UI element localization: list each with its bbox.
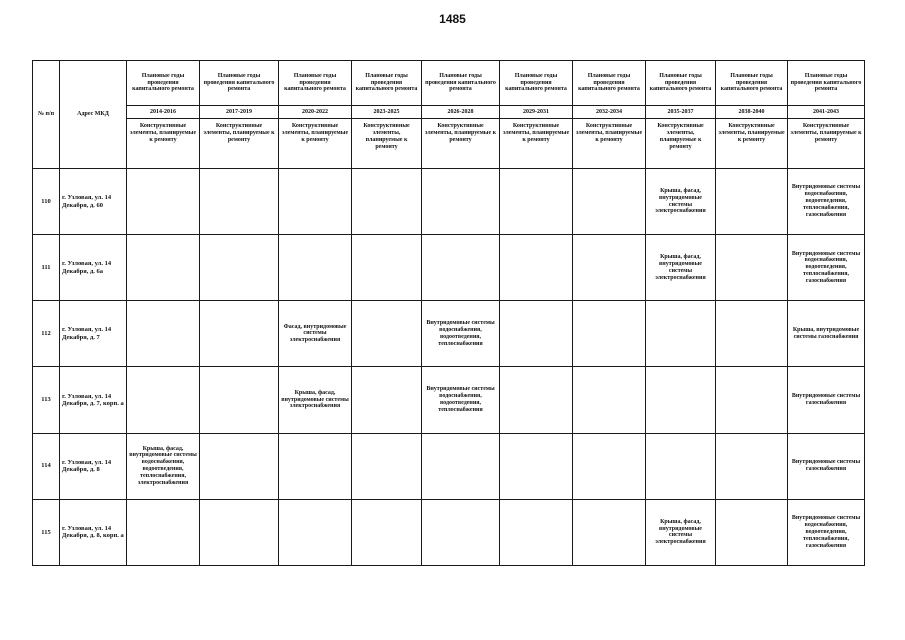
elements-header: Конструктивные элементы, планируемые к ремонту — [279, 119, 352, 169]
years-cell: 2029-2031 — [500, 106, 573, 119]
repair-cell: Внутридомовые системы водоснабжения, водоотведения, теплоснабжения, газоснабжения — [788, 235, 865, 301]
repair-cell — [573, 499, 646, 565]
repair-cell — [646, 301, 716, 367]
repair-cell: Крыша, фасад, внутридомовые системы водоснабжения, водоотведения, теплоснабжения, электроснабжения — [127, 433, 200, 499]
repair-cell — [422, 499, 500, 565]
repair-cell — [500, 367, 573, 433]
page-number: 1485 — [439, 12, 466, 26]
repair-cell: Внутридомовые системы водоснабжения, водоотведения, теплоснабжения, газоснабжения — [788, 499, 865, 565]
row-number: 112 — [33, 301, 60, 367]
repair-cell: Внутридомовые системы газоснабжения — [788, 433, 865, 499]
elements-header: Конструктивные элементы, планируемые к ремонту — [716, 119, 788, 169]
row-number: 113 — [33, 367, 60, 433]
period-header: Плановые годы проведения капитального ремонта — [573, 61, 646, 106]
repair-cell — [646, 433, 716, 499]
years-cell: 2014-2016 — [127, 106, 200, 119]
address-header: Адрес МКД — [60, 61, 127, 169]
repair-cell — [279, 499, 352, 565]
table-row — [33, 235, 865, 301]
row-number: 110 — [33, 169, 60, 235]
repair-cell — [500, 235, 573, 301]
row-address: г. Узловая, ул. 14 Декабря, д. 7 — [60, 301, 127, 367]
elements-header: Конструктивные элементы, планируемые к ремонту — [422, 119, 500, 169]
row-address: г. Узловая, ул. 14 Декабря, д. 7, корп. а — [60, 367, 127, 433]
years-cell: 2038-2040 — [716, 106, 788, 119]
elements-header-row — [33, 119, 865, 169]
elements-header: Конструктивные элементы, планируемые к ремонту — [646, 119, 716, 169]
elements-header: Конструктивные элементы, планируемые к ремонту — [788, 119, 865, 169]
years-cell: 2026-2028 — [422, 106, 500, 119]
repair-cell — [279, 169, 352, 235]
period-header: Плановые годы проведения капитального ремонта — [500, 61, 573, 106]
table-row — [33, 499, 865, 565]
repair-cell: Фасад, внутридомовые системы электроснабжения — [279, 301, 352, 367]
period-header: Плановые годы проведения капитального ремонта — [646, 61, 716, 106]
num-header: № п/п — [33, 61, 60, 169]
repair-cell — [352, 433, 422, 499]
row-address: г. Узловая, ул. 14 Декабря, д. 6а — [60, 235, 127, 301]
elements-header: Конструктивные элементы, планируемые к ремонту — [500, 119, 573, 169]
repair-cell — [352, 367, 422, 433]
row-number: 111 — [33, 235, 60, 301]
repair-cell — [352, 235, 422, 301]
repair-cell — [200, 367, 279, 433]
period-header: Плановые годы проведения капитального ремонта — [352, 61, 422, 106]
repair-cell — [716, 367, 788, 433]
repair-cell — [127, 367, 200, 433]
repair-cell — [716, 169, 788, 235]
table-row — [33, 367, 865, 433]
elements-header: Конструктивные элементы, планируемые к ремонту — [200, 119, 279, 169]
repair-cell: Внутридомовые системы водоснабжения, водоотведения, теплоснабжения — [422, 301, 500, 367]
repair-cell: Крыша, внутридомовые системы газоснабжения — [788, 301, 865, 367]
repair-cell — [573, 367, 646, 433]
repair-cell — [279, 235, 352, 301]
years-cell: 2017-2019 — [200, 106, 279, 119]
repair-cell: Внутридомовые системы водоснабжения, водоотведения, теплоснабжения, газоснабжения — [788, 169, 865, 235]
elements-header: Конструктивные элементы, планируемые к ремонту — [352, 119, 422, 169]
repair-cell: Крыша, фасад, внутридомовые системы электроснабжения — [646, 169, 716, 235]
repair-cell: Внутридомовые системы газоснабжения — [788, 367, 865, 433]
repair-cell — [573, 169, 646, 235]
repair-cell: Крыша, фасад, внутридомовые системы электроснабжения — [279, 367, 352, 433]
period-header: Плановые годы проведения капитального ремонта — [200, 61, 279, 106]
period-header-row — [33, 61, 865, 106]
repair-cell — [716, 235, 788, 301]
row-number: 114 — [33, 433, 60, 499]
capital-repair-plan-table — [32, 60, 865, 566]
period-header: Плановые годы проведения капитального ремонта — [279, 61, 352, 106]
repair-cell — [422, 169, 500, 235]
repair-cell — [200, 235, 279, 301]
repair-cell — [279, 433, 352, 499]
repair-cell: Крыша, фасад, внутридомовые системы электроснабжения — [646, 499, 716, 565]
repair-cell — [200, 433, 279, 499]
row-address: г. Узловая, ул. 14 Декабря, д. 60 — [60, 169, 127, 235]
period-header: Плановые годы проведения капитального ремонта — [127, 61, 200, 106]
elements-header: Конструктивные элементы, планируемые к ремонту — [573, 119, 646, 169]
repair-cell — [352, 301, 422, 367]
years-cell: 2035-2037 — [646, 106, 716, 119]
repair-cell — [352, 169, 422, 235]
repair-cell — [422, 433, 500, 499]
period-header: Плановые годы проведения капитального ремонта — [716, 61, 788, 106]
years-cell: 2032-2034 — [573, 106, 646, 119]
repair-cell — [716, 301, 788, 367]
row-address: г. Узловая, ул. 14 Декабря, д. 8 — [60, 433, 127, 499]
period-header: Плановые годы проведения капитального ремонта — [788, 61, 865, 106]
repair-cell — [200, 301, 279, 367]
years-cell: 2020-2022 — [279, 106, 352, 119]
elements-header: Конструктивные элементы, планируемые к ремонту — [127, 119, 200, 169]
row-address: г. Узловая, ул. 14 Декабря, д. 8, корп. а — [60, 499, 127, 565]
repair-cell — [716, 433, 788, 499]
period-header: Плановые годы проведения капитального ремонта — [422, 61, 500, 106]
repair-cell: Внутридомовые системы водоснабжения, водоотведения, теплоснабжения — [422, 367, 500, 433]
repair-cell — [500, 433, 573, 499]
table-row — [33, 433, 865, 499]
repair-cell — [127, 499, 200, 565]
repair-cell — [573, 235, 646, 301]
repair-cell — [127, 169, 200, 235]
repair-cell — [573, 433, 646, 499]
row-number: 115 — [33, 499, 60, 565]
repair-cell — [200, 499, 279, 565]
years-cell: 2023-2025 — [352, 106, 422, 119]
repair-cell — [352, 499, 422, 565]
repair-cell — [500, 301, 573, 367]
repair-cell — [716, 499, 788, 565]
years-header-row — [33, 106, 865, 119]
repair-cell — [127, 301, 200, 367]
repair-cell — [500, 499, 573, 565]
repair-cell — [646, 367, 716, 433]
repair-cell — [200, 169, 279, 235]
repair-cell — [127, 235, 200, 301]
repair-cell — [573, 301, 646, 367]
repair-cell — [422, 235, 500, 301]
repair-cell — [500, 169, 573, 235]
repair-cell: Крыша, фасад, внутридомовые системы электроснабжения — [646, 235, 716, 301]
table-row — [33, 169, 865, 235]
table-row — [33, 301, 865, 367]
years-cell: 2041-2043 — [788, 106, 865, 119]
